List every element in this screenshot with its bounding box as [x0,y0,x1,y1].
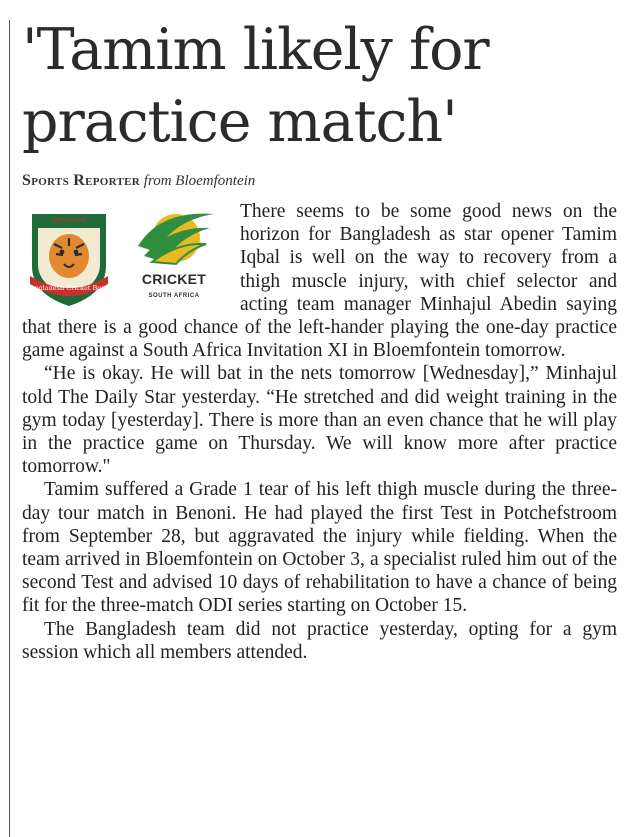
byline-location: from Bloemfontein [143,173,256,189]
bangladesh-cricket-board-logo [26,204,112,308]
csa-logo-sub-text: SOUTH AFRICA [148,293,200,299]
csa-swoosh-icon [130,206,218,266]
article-paragraph-4: The Bangladesh team did not practice yesterday, opting for a gym session which all members attended. [22,618,617,663]
byline [22,172,617,190]
csa-logo-main-text: CRICKET [141,271,207,287]
article [22,14,617,664]
article-paragraph-2: “He is okay. He will bat in the nets tomorrow [Wednesday],” Minhajul told The Daily Star yesterday. “He stretched and did weight training in the gym today [yesterday]. There is more than an even chance that he will play in the practice game on Thursday. We will know more after practice tomorrow." [22,363,617,478]
logos [22,200,230,316]
article-body [22,200,617,664]
bd-logo-top-text: বাংলাদেশ [51,217,87,227]
article-paragraph-3: Tamim suffered a Grade 1 tear of his left thigh muscle during the three-day tour match in Benoni. He had played the first Test in Potchefstroom from September 28, but aggravated the injury while fielding. When the team arrived in Bloemfontein on October 3, a specialist ruled him out of the second Test and advised 10 days of rehabilitation to have a chance of being fit for the three-match ODI series starting on October 15. [22,479,617,617]
column-rule [9,20,10,837]
byline-reporter: Sports Reporter [22,172,141,189]
bd-logo-ribbon-text: Bangladesh Cricket Board [26,284,112,292]
article-paragraph-1: There seems to be some good news on the horizon for Bangladesh as star opener Tamim Iqbal is well on the way to recovery from a thigh muscle injury, with chief selector and acting team manager Minhajul Abedin saying that there is a good chance of the left-hander playing the one-day practice game against a South Africa Invitation XI in Bloemfontein tomorrow. [22,201,617,362]
cricket-south-africa-logo [130,206,218,310]
headline: 'Tamim likely for practice match' [22,17,489,155]
